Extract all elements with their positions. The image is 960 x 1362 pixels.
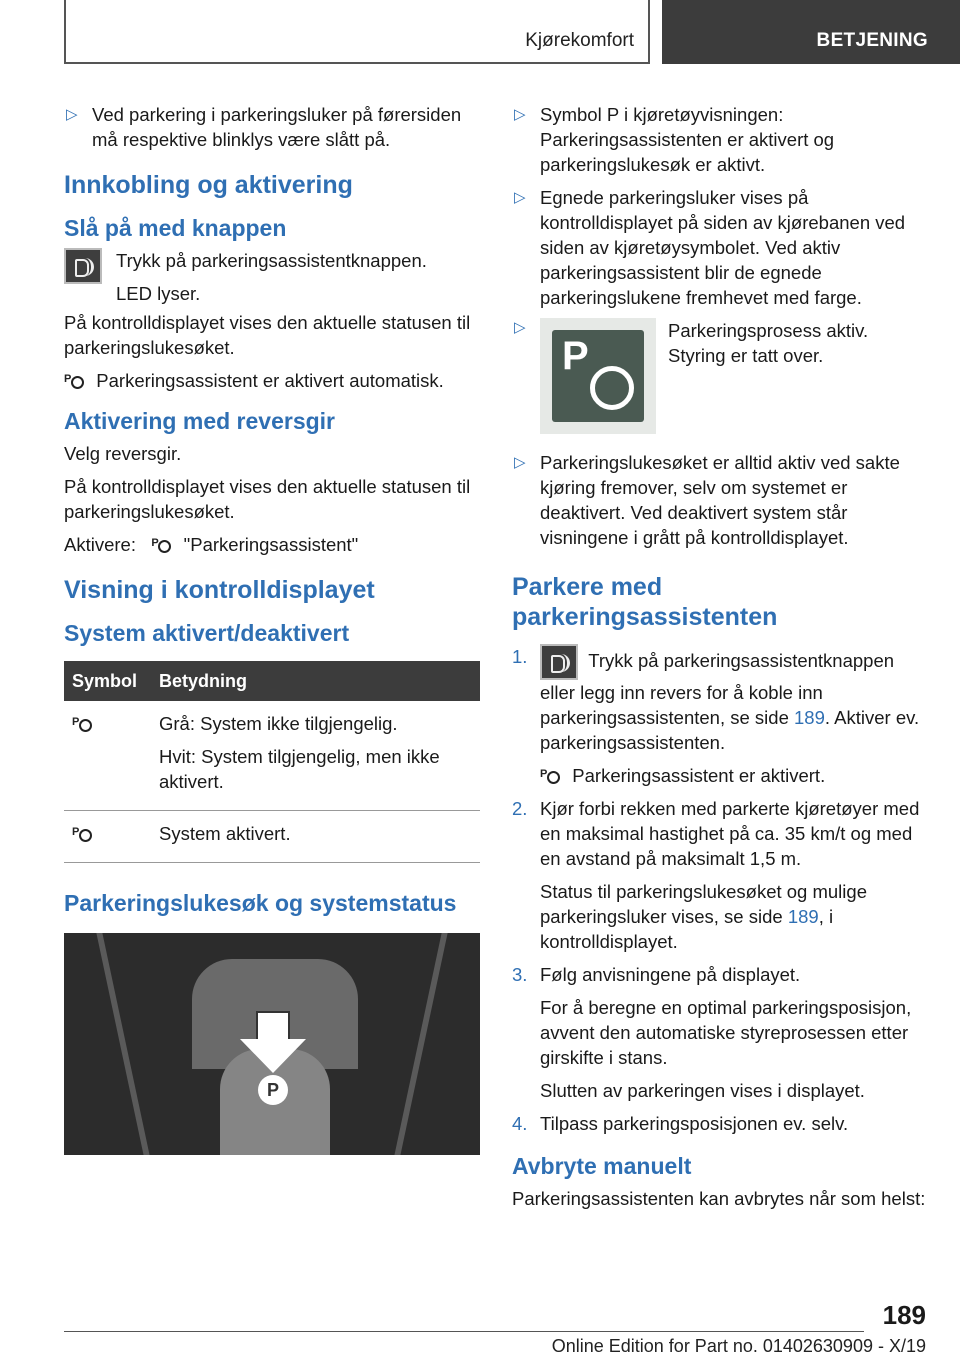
table-row: P System aktivert.: [64, 811, 480, 863]
heading-avbryte: Avbryte manuelt: [512, 1153, 692, 1179]
header-chapter-box: [662, 0, 960, 64]
page-link[interactable]: 189: [787, 906, 819, 927]
footer-edition: Online Edition for Part no. 01402630909 - X/19: [551, 1336, 926, 1356]
steering-wheel-icon: [590, 366, 634, 410]
arrow-down-icon: [256, 1011, 290, 1041]
left-column: [64, 102, 480, 1155]
bullet-item: ▷ Parkeringslukesøket er alltid aktiv ved sakte kjøring fremover, selv om systemet er deaktivert. Ved deaktivert system står visningene i grått på kontrolldisplayet.: [514, 452, 900, 548]
led-text: LED lyser.: [116, 283, 201, 304]
parking-assistant-icon: P: [64, 369, 86, 391]
header-chapter-title: BETJENING: [816, 30, 928, 51]
heading-sla-pa: Slå på med knappen: [64, 215, 287, 241]
steering-p-letter: P: [562, 334, 589, 378]
step-2: 2. Kjør forbi rekken med parkerte kjøretøyer med en maksimal hastighet på ca. 35 km/t og med en avstand på maksimalt 1,5 m.: [512, 798, 920, 869]
table-header-symbol: Symbol: [64, 661, 151, 701]
bullet-item-with-image: ▷ P Parkeringsprosess aktiv. Styring er tatt over.: [512, 318, 926, 442]
triangle-bullet-icon: ▷: [514, 189, 526, 206]
step-3: 3. Følg anvisningene på displayet.: [512, 964, 801, 985]
page-header: [64, 0, 960, 64]
bullet-item: ▷ Egnede parkeringsluker vises på kontrolldisplayet på siden av kjørebanen ved siden av kjøretøysymbolet. Ved aktiv parkeringsassistent blir de egnede parkeringslukene fremhevet med farge.: [514, 187, 906, 308]
activate-line: Aktivere: P "Parkeringsassistent": [64, 534, 359, 555]
select-reverse-text: Velg reversgir.: [64, 443, 182, 464]
footer-divider: [64, 1331, 864, 1332]
step-3-sub-2: Slutten av parkeringen vises i displayet.: [540, 1080, 865, 1101]
status-text-2: På kontrolldisplayet vises den aktuelle statusen til parkeringslukesøket.: [64, 476, 471, 522]
heading-status: Parkeringslukesøk og systemstatus: [64, 890, 457, 916]
heading-innkobling: Innkobling og aktivering: [64, 171, 353, 199]
step-4: 4. Tilpass parkeringsposisjonen ev. selv.: [512, 1113, 849, 1134]
triangle-bullet-icon: ▷: [66, 106, 78, 123]
parking-assistant-icon: P: [151, 533, 173, 555]
page-number: 189: [882, 1300, 926, 1330]
parking-display-image: [64, 933, 480, 1155]
parking-assistant-active-icon: P: [72, 822, 94, 844]
triangle-bullet-icon: ▷: [514, 319, 526, 336]
button-instruction: [64, 248, 480, 310]
step-1-sub: P Parkeringsassistent er aktivert.: [540, 765, 826, 786]
right-column: [512, 102, 926, 1219]
heading-visning: Visning i kontrolldisplayet: [64, 576, 375, 604]
bullet-item: ▷ Ved parkering i parkeringsluker på førersiden må respektive blinklys være slått på.: [66, 104, 462, 150]
heading-system: System aktivert/deaktivert: [64, 620, 350, 646]
page-link[interactable]: 189: [794, 707, 825, 728]
parking-assistant-icon: P: [540, 764, 562, 786]
steering-active-image: [540, 318, 656, 434]
press-button-text: Trykk på parkeringsassistentknappen.: [116, 250, 427, 271]
triangle-bullet-icon: ▷: [514, 106, 526, 123]
symbol-table: [64, 661, 480, 863]
step-1: 1. Trykk på parkeringsassistentknappen eller legg inn revers for å koble inn parkeringsassistenten, se side 189. Aktiver ev. parkeringsassistenten.: [512, 646, 920, 753]
header-section-title: Kjørekomfort: [525, 30, 634, 51]
auto-active-line: P Parkeringsassistent er aktivert automatisk.: [64, 370, 444, 391]
parking-assistant-button-icon: [540, 644, 578, 680]
triangle-bullet-icon: ▷: [514, 454, 526, 471]
status-text: På kontrolldisplayet vises den aktuelle statusen til parkeringslukesøket.: [64, 312, 471, 358]
step-2-sub: Status til parkeringslukesøket og mulige parkeringsluker vises, se side 189, i kontrolldisplayet.: [540, 881, 867, 952]
parking-p-icon: P: [258, 1075, 288, 1105]
avbryte-text: Parkeringsassistenten kan avbrytes når som helst:: [512, 1188, 926, 1209]
parking-assistant-icon: P: [72, 712, 94, 734]
header-section-box: [64, 0, 650, 64]
heading-revers: Aktivering med reversgir: [64, 408, 336, 434]
step-3-sub-1: For å beregne en optimal parkeringsposisjon, avvent den automatiske styreprosessen etter girskifte i stans.: [540, 997, 912, 1068]
heading-parkere: Parkere med parkeringsassistenten: [512, 573, 778, 631]
table-row: P Grå: System ikke tilgjengelig. Hvit: System tilgjengelig, men ikke aktivert.: [64, 701, 480, 811]
table-header-meaning: Betydning: [151, 661, 480, 701]
parking-assistant-button-icon: [64, 248, 102, 284]
bullet-item: ▷ Symbol P i kjøretøyvisningen: Parkeringsassistenten er aktivert og parkeringslukesøk er aktivt.: [514, 104, 835, 175]
